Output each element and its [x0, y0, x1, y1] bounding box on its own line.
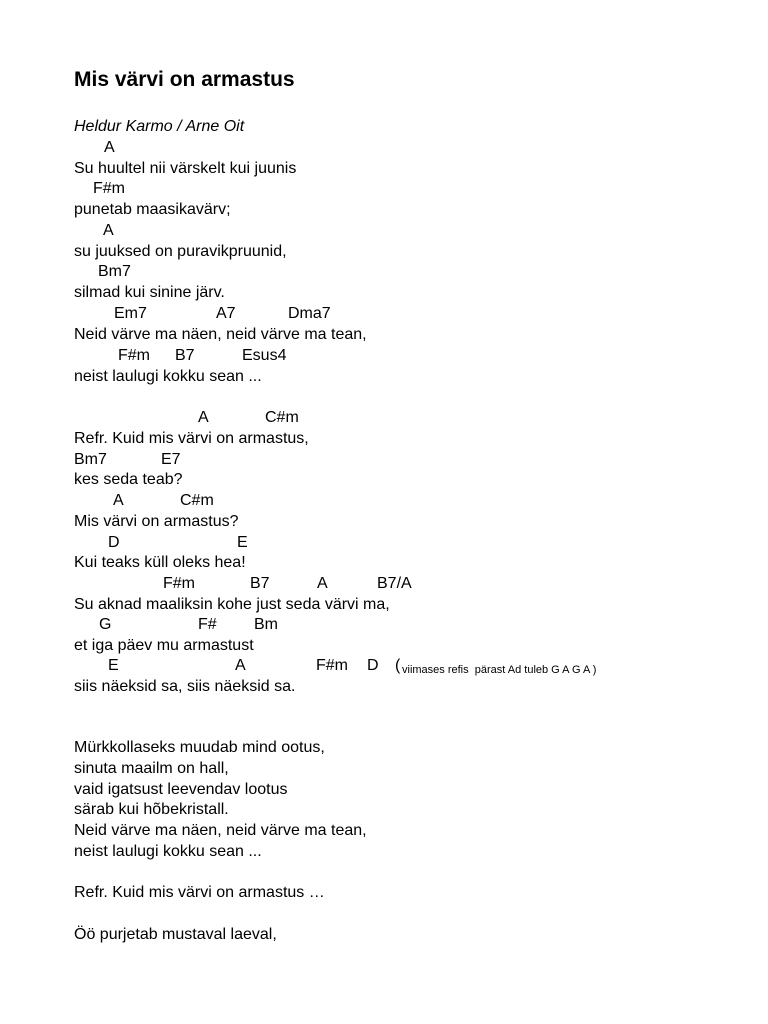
chord: A: [235, 657, 246, 674]
chord: Bm: [254, 616, 278, 633]
lyric-line: Neid värve ma näen, neid värve ma tean,: [74, 822, 367, 839]
lyric-line: neist laulugi kokku sean ...: [74, 368, 262, 385]
song-title: Mis värvi on armastus: [74, 68, 295, 91]
lyric-line: su juuksed on puravikpruunid,: [74, 243, 287, 260]
chord: F#m: [316, 657, 348, 674]
chord: Dma7: [288, 305, 331, 322]
chord: D: [367, 657, 379, 674]
chord: E7: [161, 451, 181, 468]
chord-line: [74, 656, 597, 676]
chord: A: [104, 139, 115, 156]
chord: C#m: [265, 409, 299, 426]
chord: D: [108, 534, 120, 551]
lyric-line: Neid värve ma näen, neid värve ma tean,: [74, 326, 367, 343]
chord-line: [74, 304, 331, 324]
lyric-line: Su huultel nii värskelt kui juunis: [74, 160, 297, 177]
chord: Bm7: [74, 451, 107, 468]
lyric-line: Su aknad maaliksin kohe just seda värvi ma,: [74, 596, 390, 613]
chord: A7: [216, 305, 236, 322]
chord: F#: [198, 616, 217, 633]
lyric-line: sinuta maailm on hall,: [74, 760, 229, 777]
lyric-line: Refr. Kuid mis värvi on armastus,: [74, 430, 309, 447]
chord-line: [74, 408, 299, 428]
chord-line: [74, 574, 412, 594]
chord-line: [74, 491, 214, 511]
lyric-line: vaid igatsust leevendav lootus: [74, 781, 288, 798]
chord-line: [74, 262, 131, 282]
chord-line: [74, 138, 115, 158]
lyric-line: Mürkkollaseks muudab mind ootus,: [74, 739, 325, 756]
chord: B7: [175, 347, 195, 364]
song-authors: Heldur Karmo / Arne Oit: [74, 118, 245, 135]
lyric-line: Öö purjetab mustaval laeval,: [74, 926, 277, 943]
lyric-line: silmad kui sinine järv.: [74, 284, 225, 301]
chord-line: [74, 615, 278, 635]
chord: E: [108, 657, 119, 674]
lyric-line: neist laulugi kokku sean ...: [74, 843, 262, 860]
chord: Esus4: [242, 347, 287, 364]
last-refrain-note: viimases refis pärast Ad tuleb G A G A ): [402, 664, 597, 676]
lyric-line: punetab maasikavärv;: [74, 201, 231, 218]
chord: A: [198, 409, 209, 426]
chord: A: [113, 492, 124, 509]
chord: F#m: [93, 180, 125, 197]
chord: B7/A: [377, 575, 412, 592]
chord-line: [74, 346, 287, 366]
chord-line: [74, 179, 125, 199]
lyric-line: kes seda teab?: [74, 471, 183, 488]
chord: F#m: [163, 575, 195, 592]
chord-line: [74, 533, 248, 553]
chord: F#m: [118, 347, 150, 364]
lyric-line: Mis värvi on armastus?: [74, 513, 239, 530]
chord: B7: [250, 575, 270, 592]
chord: A: [103, 222, 114, 239]
lyric-line: Kui teaks küll oleks hea!: [74, 554, 246, 571]
lyric-line: särab kui hõbekristall.: [74, 801, 229, 818]
note-paren: (: [395, 657, 401, 674]
chord-line: [74, 221, 114, 241]
chord: Em7: [114, 305, 147, 322]
lyric-line: siis näeksid sa, siis näeksid sa.: [74, 678, 296, 695]
chord: C#m: [180, 492, 214, 509]
chord: G: [99, 616, 112, 633]
chord-line: [74, 450, 181, 470]
chord: E: [237, 534, 248, 551]
chord: Bm7: [98, 263, 131, 280]
refrain-repeat-line: Refr. Kuid mis värvi on armastus …: [74, 884, 325, 901]
lyric-line: et iga päev mu armastust: [74, 637, 254, 654]
chord: A: [317, 575, 328, 592]
